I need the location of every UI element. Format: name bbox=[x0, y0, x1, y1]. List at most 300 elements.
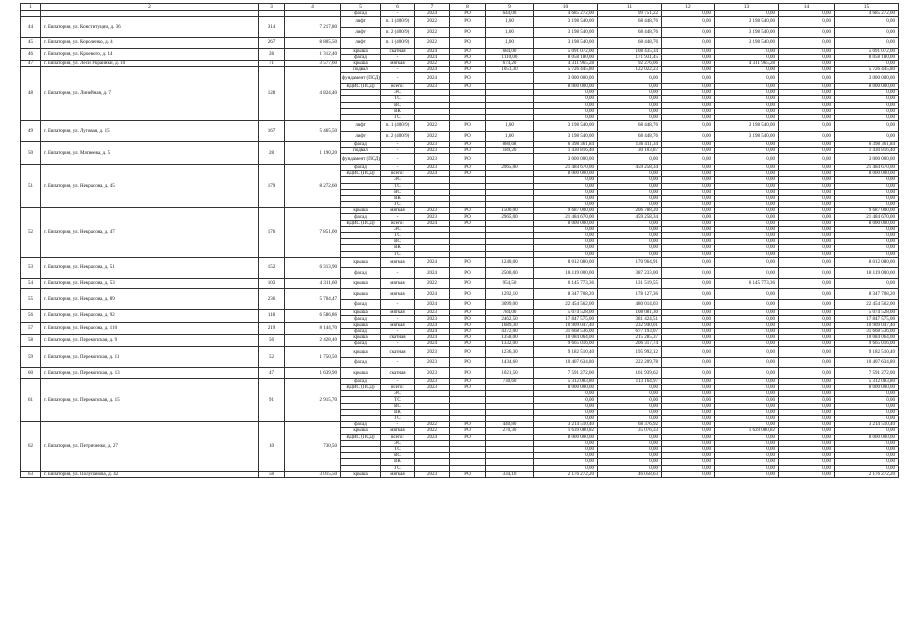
house-area: 2 915,70 bbox=[285, 378, 341, 421]
house-address: г. Евпатория, ул. Конституции, д. 36 bbox=[41, 17, 259, 38]
c14-value: 0,00 bbox=[779, 11, 835, 17]
cost: 5 074 528,00 bbox=[534, 310, 598, 316]
year: 2023 bbox=[415, 208, 450, 214]
work-subtype: п. 2 (400/9) bbox=[381, 131, 415, 142]
work-subtype: п. 1 (400/9) bbox=[381, 38, 415, 49]
c12-value: 0,00 bbox=[662, 335, 715, 341]
c14-value: 0,00 bbox=[779, 202, 835, 208]
executor: РО bbox=[450, 54, 486, 60]
house-address: г. Евпатория, ул. Некрасова, д. 92 bbox=[41, 310, 259, 322]
cost: 0,00 bbox=[534, 453, 598, 459]
executor: РО bbox=[450, 208, 486, 214]
year: 2024 bbox=[415, 257, 450, 268]
work-subtype: ТС bbox=[381, 397, 415, 403]
sd-cost: 0,00 bbox=[598, 416, 662, 422]
cost: 0,00 bbox=[534, 440, 598, 446]
work-subtype: - bbox=[381, 268, 415, 279]
sd-cost: 0,00 bbox=[598, 171, 662, 177]
c13-value: 0,00 bbox=[715, 233, 779, 239]
c15-value: 0,00 bbox=[835, 251, 899, 257]
c13-value: 0,00 bbox=[715, 90, 779, 96]
work-type: фасад bbox=[341, 268, 381, 279]
c13-value: 0,00 bbox=[715, 446, 779, 452]
cost: 0,00 bbox=[534, 189, 598, 195]
house-number: 55 bbox=[21, 289, 41, 310]
c13-value: 0,00 bbox=[715, 96, 779, 102]
work-subtype: скатная bbox=[381, 368, 415, 379]
house-area: 1 750,50 bbox=[285, 347, 341, 368]
c13-value: 0,00 bbox=[715, 416, 779, 422]
year: 2022 bbox=[415, 428, 450, 434]
cost: 0,00 bbox=[534, 397, 598, 403]
work-subtype: мягкая bbox=[381, 310, 415, 316]
volume: 270,30 bbox=[486, 428, 534, 434]
house-area: 8 144,70 bbox=[285, 322, 341, 334]
year: 2022 bbox=[415, 17, 450, 28]
cost: 8 000 000,00 bbox=[534, 220, 598, 226]
year: 2023 bbox=[415, 148, 450, 154]
c13-value: 0,00 bbox=[715, 239, 779, 245]
c12-value: 0,00 bbox=[662, 328, 715, 334]
year: 2024 bbox=[415, 268, 450, 279]
house-area: 3 577,60 bbox=[285, 61, 341, 67]
c15-value: 8 058 180,00 bbox=[835, 54, 899, 60]
sd-cost: 215 285,37 bbox=[598, 335, 662, 341]
work-type: подвал bbox=[341, 148, 381, 154]
c13-value: 0,00 bbox=[715, 251, 779, 257]
c15-value: 0,00 bbox=[835, 416, 899, 422]
c14-value: 0,00 bbox=[779, 96, 835, 102]
c14-value: 0,00 bbox=[779, 440, 835, 446]
executor: РО bbox=[450, 83, 486, 89]
c15-value: 21 484 670,00 bbox=[835, 214, 899, 220]
column-number: 14 bbox=[779, 4, 835, 11]
work-subtype: ЭС bbox=[381, 226, 415, 232]
house-number: 56 bbox=[21, 310, 41, 322]
work-subtype: мягкая bbox=[381, 208, 415, 214]
c12-value: 0,00 bbox=[662, 208, 715, 214]
work-subtype: ВК bbox=[381, 409, 415, 415]
c13-value: 0,00 bbox=[715, 164, 779, 170]
c15-value: 3 000 000,00 bbox=[835, 73, 899, 84]
cost: 4 311 965,28 bbox=[534, 61, 598, 67]
work-subtype: всего: bbox=[381, 83, 415, 89]
c14-value: 0,00 bbox=[779, 471, 835, 477]
column-number: 2 bbox=[41, 4, 259, 11]
cost: 0,00 bbox=[534, 233, 598, 239]
cost: 0,00 bbox=[534, 409, 598, 415]
c13-value: 0,00 bbox=[715, 289, 779, 300]
c14-value: 0,00 bbox=[779, 245, 835, 251]
c14-value: 0,00 bbox=[779, 335, 835, 341]
executor: РО bbox=[450, 131, 486, 142]
c15-value: 0,00 bbox=[835, 440, 899, 446]
c12-value: 0,00 bbox=[662, 416, 715, 422]
cost: 9 182 510,40 bbox=[534, 347, 598, 358]
c12-value: 0,00 bbox=[662, 233, 715, 239]
c14-value: 0,00 bbox=[779, 83, 835, 89]
work-type: фасад bbox=[341, 422, 381, 428]
house-address: г. Евпатория, ул. Кроевого, д. 14 bbox=[41, 48, 259, 60]
c14-value: 0,00 bbox=[779, 148, 835, 154]
apartments-count: 314 bbox=[259, 17, 285, 38]
c13-value: 0,00 bbox=[715, 202, 779, 208]
volume: 674,20 bbox=[486, 61, 534, 67]
c14-value: 0,00 bbox=[779, 428, 835, 434]
c14-value: 0,00 bbox=[779, 328, 835, 334]
sd-cost: 0,00 bbox=[598, 459, 662, 465]
c14-value: 0,00 bbox=[779, 90, 835, 96]
sd-cost: 0,00 bbox=[598, 226, 662, 232]
volume: 684,00 bbox=[486, 48, 534, 54]
c13-value: 0,00 bbox=[715, 73, 779, 84]
cost: 0,00 bbox=[534, 96, 598, 102]
executor: РО bbox=[450, 48, 486, 54]
house-number: 45 bbox=[21, 38, 41, 49]
work-type: ВДИС (ПСД) bbox=[341, 220, 381, 226]
year: 2024 bbox=[415, 11, 450, 17]
work-subtype: ТС bbox=[381, 233, 415, 239]
volume: 1021,50 bbox=[486, 368, 534, 379]
c15-value: 0,00 bbox=[835, 453, 899, 459]
c15-value: 0,00 bbox=[835, 121, 899, 132]
work-subtype: - bbox=[381, 214, 415, 220]
table-row bbox=[21, 257, 899, 268]
c14-value: 0,00 bbox=[779, 54, 835, 60]
c15-value: 6 398 361,84 bbox=[835, 142, 899, 148]
c12-value: 0,00 bbox=[662, 48, 715, 54]
house-number: 53 bbox=[21, 257, 41, 278]
column-number: 13 bbox=[715, 4, 779, 11]
work-type: ВДИС (ПСД) bbox=[341, 171, 381, 177]
cost: 4 685 272,00 bbox=[534, 11, 598, 17]
house-address: г. Евпатория, ул. Некрасова, д. 89 bbox=[41, 289, 259, 310]
c13-value: 0,00 bbox=[715, 357, 779, 368]
executor: РО bbox=[450, 434, 486, 440]
c15-value: 7 591 272,00 bbox=[835, 368, 899, 379]
cost: 8 000 000,00 bbox=[534, 434, 598, 440]
c14-value: 0,00 bbox=[779, 391, 835, 397]
c13-value: 0,00 bbox=[715, 67, 779, 73]
c12-value: 0,00 bbox=[662, 257, 715, 268]
c13-value: 0,00 bbox=[715, 328, 779, 334]
c14-value: 0,00 bbox=[779, 453, 835, 459]
c15-value: 3 000 000,00 bbox=[835, 154, 899, 165]
house-number: 51 bbox=[21, 164, 41, 207]
c13-value: 0,00 bbox=[715, 257, 779, 268]
table-row bbox=[21, 121, 899, 132]
c13-value: 0,00 bbox=[715, 316, 779, 322]
table-row bbox=[21, 17, 899, 28]
c12-value: 0,00 bbox=[662, 289, 715, 300]
sd-cost: 0,00 bbox=[598, 434, 662, 440]
apartments-count: 52 bbox=[259, 347, 285, 368]
c12-value: 0,00 bbox=[662, 171, 715, 177]
executor: РО bbox=[450, 257, 486, 268]
work-subtype: ЭС bbox=[381, 440, 415, 446]
c15-value: 0,00 bbox=[835, 195, 899, 201]
c12-value: 0,00 bbox=[662, 268, 715, 279]
c13-value: 0,00 bbox=[715, 422, 779, 428]
c12-value: 0,00 bbox=[662, 67, 715, 73]
sd-cost: 122 022,23 bbox=[598, 67, 662, 73]
cost: 0,00 bbox=[534, 183, 598, 189]
work-type: крыша bbox=[341, 335, 381, 341]
apartments-count: 176 bbox=[259, 208, 285, 258]
c14-value: 0,00 bbox=[779, 67, 835, 73]
house-number: 62 bbox=[21, 422, 41, 472]
c13-value: 0,00 bbox=[715, 108, 779, 114]
c12-value: 0,00 bbox=[662, 195, 715, 201]
year: 2022 bbox=[415, 27, 450, 38]
c14-value: 0,00 bbox=[779, 208, 835, 214]
year: 2024 bbox=[415, 289, 450, 300]
c12-value: 0,00 bbox=[662, 11, 715, 17]
cost: 5 091 072,00 bbox=[534, 48, 598, 54]
c13-value: 0,00 bbox=[715, 403, 779, 409]
cost: 9 687 000,00 bbox=[534, 208, 598, 214]
c14-value: 0,00 bbox=[779, 171, 835, 177]
sd-cost: 459 258,34 bbox=[598, 214, 662, 220]
c12-value: 0,00 bbox=[662, 102, 715, 108]
work-subtype: - bbox=[381, 328, 415, 334]
c13-value: 0,00 bbox=[715, 378, 779, 384]
c14-value: 0,00 bbox=[779, 257, 835, 268]
apartments-count: 219 bbox=[259, 322, 285, 334]
sd-cost: 35 076,33 bbox=[598, 428, 662, 434]
volume: 1292,10 bbox=[486, 289, 534, 300]
sd-cost: 178 127,36 bbox=[598, 289, 662, 300]
table-row bbox=[21, 278, 899, 289]
sd-cost: 170 964,91 bbox=[598, 257, 662, 268]
cost: 0,00 bbox=[534, 195, 598, 201]
work-subtype: ВС bbox=[381, 102, 415, 108]
sd-cost: 108 435,34 bbox=[598, 48, 662, 54]
c15-value: 0,00 bbox=[835, 233, 899, 239]
work-subtype: - bbox=[381, 54, 415, 60]
c15-value: 8 000 000,00 bbox=[835, 171, 899, 177]
sd-cost: 0,00 bbox=[598, 251, 662, 257]
table-row bbox=[21, 368, 899, 379]
table-row bbox=[21, 347, 899, 358]
work-subtype: - bbox=[381, 154, 415, 165]
c14-value: 0,00 bbox=[779, 38, 835, 49]
c13-value: 3 198 540,00 bbox=[715, 17, 779, 28]
apartments-count: 103 bbox=[259, 278, 285, 289]
c12-value: 0,00 bbox=[662, 378, 715, 384]
year: 2024 bbox=[415, 434, 450, 440]
c14-value: 0,00 bbox=[779, 189, 835, 195]
work-subtype: ВК bbox=[381, 245, 415, 251]
year: 2023 bbox=[415, 164, 450, 170]
c15-value: 9 182 510,40 bbox=[835, 347, 899, 358]
c14-value: 0,00 bbox=[779, 142, 835, 148]
cost: 17 847 575,00 bbox=[534, 316, 598, 322]
c15-value: 0,00 bbox=[835, 189, 899, 195]
sd-cost: 677 193,07 bbox=[598, 328, 662, 334]
sd-cost: 387 233,00 bbox=[598, 268, 662, 279]
volume: 2462,50 bbox=[486, 316, 534, 322]
table-row bbox=[21, 38, 899, 49]
house-area: 8 272,60 bbox=[285, 164, 341, 207]
c14-value: 0,00 bbox=[779, 268, 835, 279]
sd-cost: 206 317,74 bbox=[598, 341, 662, 347]
c13-value: 0,00 bbox=[715, 391, 779, 397]
c15-value: 1 430 816,40 bbox=[835, 148, 899, 154]
work-subtype: скатная bbox=[381, 335, 415, 341]
c14-value: 0,00 bbox=[779, 17, 835, 28]
c12-value: 0,00 bbox=[662, 409, 715, 415]
c13-value: 0,00 bbox=[715, 409, 779, 415]
work-subtype: ВК bbox=[381, 195, 415, 201]
volume: 1051,30 bbox=[486, 67, 534, 73]
house-area: 1 312,40 bbox=[285, 48, 341, 60]
cost: 0,00 bbox=[534, 114, 598, 120]
sd-cost: 0,00 bbox=[598, 73, 662, 84]
c15-value: 10 084 064,00 bbox=[835, 335, 899, 341]
house-address: г. Евпатория, ул. Перекопская, д. 15 bbox=[41, 378, 259, 421]
work-subtype: ВК bbox=[381, 459, 415, 465]
work-subtype: - bbox=[381, 357, 415, 368]
year: 2024 bbox=[415, 171, 450, 177]
work-subtype: - bbox=[381, 67, 415, 73]
c12-value: 0,00 bbox=[662, 385, 715, 391]
volume: 954,50 bbox=[486, 278, 534, 289]
c14-value: 0,00 bbox=[779, 102, 835, 108]
year: 2024 bbox=[415, 54, 450, 60]
house-area: 7 851,00 bbox=[285, 208, 341, 258]
c15-value: 9 687 000,00 bbox=[835, 208, 899, 214]
c13-value: 0,00 bbox=[715, 148, 779, 154]
c15-value: 8 000 000,00 bbox=[835, 385, 899, 391]
work-type: фасад bbox=[341, 341, 381, 347]
work-subtype: п. 1 (400/9) bbox=[381, 17, 415, 28]
work-type: крыша bbox=[341, 208, 381, 214]
work-subtype: ГС bbox=[381, 202, 415, 208]
volume: 440,80 bbox=[486, 422, 534, 428]
c12-value: 0,00 bbox=[662, 38, 715, 49]
c12-value: 0,00 bbox=[662, 83, 715, 89]
executor: РО bbox=[450, 322, 486, 328]
cost: 10 084 064,00 bbox=[534, 335, 598, 341]
c15-value: 10 909 047,40 bbox=[835, 322, 899, 328]
house-address: г. Евпатория, ул. Леси Украинки, д. 10 bbox=[41, 61, 259, 67]
year: 2022 bbox=[415, 38, 450, 49]
work-subtype: скатная bbox=[381, 48, 415, 54]
work-type: крыша bbox=[341, 428, 381, 434]
executor: РО bbox=[450, 385, 486, 391]
sd-cost: 92 276,06 bbox=[598, 61, 662, 67]
c12-value: 0,00 bbox=[662, 299, 715, 310]
column-number: 5 bbox=[341, 4, 381, 11]
executor: РО bbox=[450, 357, 486, 368]
work-type: крыша bbox=[341, 471, 381, 477]
sd-cost: 108 081,30 bbox=[598, 310, 662, 316]
c12-value: 0,00 bbox=[662, 310, 715, 316]
c12-value: 0,00 bbox=[662, 220, 715, 226]
house-address: г. Евпатория, ул. Перекопская, д. 9 bbox=[41, 335, 259, 347]
cost: 8 058 180,00 bbox=[534, 54, 598, 60]
cost: 0,00 bbox=[534, 177, 598, 183]
c13-value: 4 311 965,28 bbox=[715, 61, 779, 67]
house-address: г. Евпатория, ул. Некрасова, д. 45 bbox=[41, 164, 259, 207]
house-address: г. Евпатория, ул. Матвеева, д. 5 bbox=[41, 142, 259, 165]
c14-value: 0,00 bbox=[779, 195, 835, 201]
c13-value: 0,00 bbox=[715, 385, 779, 391]
sd-cost: 222 209,78 bbox=[598, 357, 662, 368]
work-type: фасад bbox=[341, 164, 381, 170]
c14-value: 0,00 bbox=[779, 409, 835, 415]
column-number: 9 bbox=[486, 4, 534, 11]
house-number: 57 bbox=[21, 322, 41, 334]
c12-value: 0,00 bbox=[662, 434, 715, 440]
volume bbox=[486, 73, 534, 84]
year: 2023 bbox=[415, 385, 450, 391]
c14-value: 0,00 bbox=[779, 108, 835, 114]
executor: РО bbox=[450, 289, 486, 300]
c15-value: 0,00 bbox=[835, 397, 899, 403]
house-address: г. Евпатория, ул. Полупанова, д. 42 bbox=[41, 471, 259, 477]
sd-cost: 480 014,03 bbox=[598, 299, 662, 310]
table-row bbox=[21, 471, 899, 477]
work-subtype: ГС bbox=[381, 114, 415, 120]
sd-cost: 0,00 bbox=[598, 189, 662, 195]
sd-cost: 0,00 bbox=[598, 440, 662, 446]
house-address: г. Евпатория, ул. Некрасова, д. 51 bbox=[41, 257, 259, 278]
c15-value: 8 000 000,00 bbox=[835, 434, 899, 440]
apartments-count: 179 bbox=[259, 164, 285, 207]
c14-value: 0,00 bbox=[779, 459, 835, 465]
apartments-count: 128 bbox=[259, 67, 285, 121]
house-address: г. Евпатория, ул. Линейная, д. 7 bbox=[41, 67, 259, 121]
apartments-count: 118 bbox=[259, 310, 285, 322]
c15-value: 0,00 bbox=[835, 459, 899, 465]
cost: 6 145 773,36 bbox=[534, 278, 598, 289]
cost: 5 726 445,80 bbox=[534, 67, 598, 73]
year: 2022 bbox=[415, 278, 450, 289]
work-subtype: мягкая bbox=[381, 428, 415, 434]
c12-value: 0,00 bbox=[662, 357, 715, 368]
sd-cost: 206 788,20 bbox=[598, 208, 662, 214]
sd-cost: 99 751,22 bbox=[598, 11, 662, 17]
house-area: 1 639,90 bbox=[285, 368, 341, 379]
house-address: г. Евпатория, ул. Некрасова, д. 110 bbox=[41, 322, 259, 334]
c12-value: 0,00 bbox=[662, 341, 715, 347]
c14-value: 0,00 bbox=[779, 378, 835, 384]
work-subtype: мягкая bbox=[381, 278, 415, 289]
cost: 8 000 000,00 bbox=[534, 385, 598, 391]
cost: 0,00 bbox=[534, 108, 598, 114]
cost: 3 214 510,40 bbox=[534, 422, 598, 428]
executor: РО bbox=[450, 268, 486, 279]
work-subtype: - bbox=[381, 11, 415, 17]
sd-cost: 0,00 bbox=[598, 90, 662, 96]
sd-cost: 0,00 bbox=[598, 202, 662, 208]
executor: РО bbox=[450, 38, 486, 49]
c12-value: 0,00 bbox=[662, 183, 715, 189]
work-subtype: ТС bbox=[381, 446, 415, 452]
c14-value: 0,00 bbox=[779, 177, 835, 183]
work-type: ВДИС (ПСД) bbox=[341, 83, 381, 89]
c13-value: 0,00 bbox=[715, 214, 779, 220]
year: 2023 bbox=[415, 357, 450, 368]
work-subtype: скатная bbox=[381, 347, 415, 358]
column-number: 8 bbox=[450, 4, 486, 11]
sd-cost: 0,00 bbox=[598, 453, 662, 459]
c15-value: 0,00 bbox=[835, 183, 899, 189]
column-number: 7 bbox=[415, 4, 450, 11]
executor: РО bbox=[450, 11, 486, 17]
